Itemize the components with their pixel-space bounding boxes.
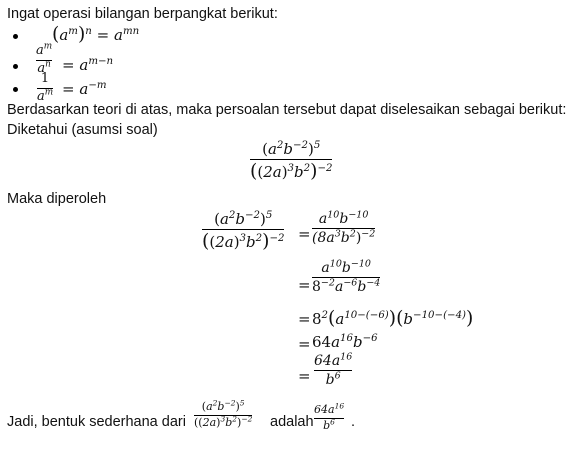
bullet-1 (13, 34, 18, 39)
given-expression: $(a^2b^{-2})^5$ $((2a)^3b^2)^{-2}$ (250, 139, 333, 183)
rule-division-result: = $a^{m-n}$ (62, 55, 114, 74)
rule-power-of-power: $(a^m)^n = a^{mn}$ (52, 24, 140, 45)
given-text: Diketahui (asumsi soal) (7, 122, 158, 138)
rule-reciprocal-result: = $a^{-m}$ (62, 79, 107, 98)
intro-text: Ingat operasi bilangan berpangkat berikut: (7, 6, 278, 22)
theory-text: Berdasarkan teori di atas, maka persoalan tersebut dapat diselesaikan sebagai berikut: (7, 102, 567, 118)
conclusion-middle: adalah (270, 414, 314, 430)
step-1: $a^{10}b^{-10}$ $(8a^3b^2)^{-2}$ (312, 209, 376, 247)
equals-sign-1: = (298, 225, 311, 243)
step-4: $64a^{16}b^{-6}$ (312, 332, 378, 351)
conclusion-result: $64a^{16}$ $b^6$ (314, 401, 345, 432)
equals-sign-4: = (298, 335, 311, 353)
step-2: $a^{10}b^{-10}$ $8^{-2}a^{-6}b^{-4}$ (312, 258, 381, 296)
conclusion-prefix: Jadi, bentuk sederhana dari (7, 414, 186, 430)
conclusion-end: . (351, 414, 356, 430)
step-5: $64a^{16}$ $b^6$ (314, 351, 353, 389)
then-text: Maka diperoleh (7, 191, 107, 207)
rule-reciprocal-fraction: 1 $a^m$ (37, 71, 54, 104)
bullet-3 (13, 87, 18, 92)
equals-sign-3: = (298, 310, 311, 328)
conclusion-expression: $(a^2b^{-2})^5$ $((2a)^3b^2)^{-2}$ (194, 398, 253, 429)
equals-sign-2: = (298, 276, 311, 294)
equals-sign-5: = (298, 367, 311, 385)
rule-division-fraction: $a^m$ $a^n$ (36, 41, 53, 76)
step-3: $8^2(a^{10-(-6)})(b^{-10-(-4)})$ (312, 308, 474, 329)
lhs-expression: $(a^2b^{-2})^5$ $((2a)^3b^2)^{-2}$ (202, 209, 285, 253)
bullet-2 (13, 64, 18, 69)
